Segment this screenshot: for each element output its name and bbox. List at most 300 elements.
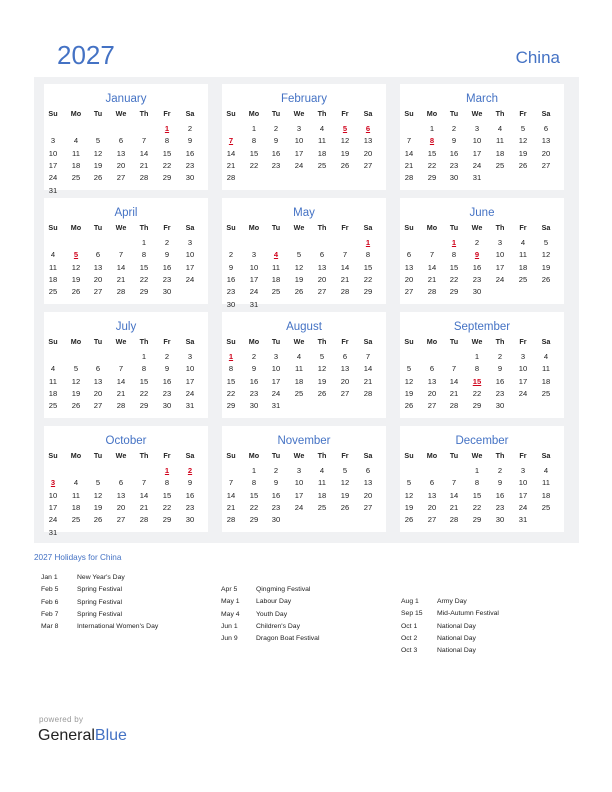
day-cell: 6 bbox=[365, 466, 371, 475]
holiday-date: Oct 1 bbox=[401, 622, 418, 630]
day-cell: 15 bbox=[139, 376, 149, 386]
weekday-header: Su bbox=[404, 451, 414, 460]
day-cell: 27 bbox=[363, 160, 373, 170]
weekday-header: Th bbox=[495, 451, 505, 460]
day-cell: 2 bbox=[497, 352, 503, 361]
day-cell: 20 bbox=[427, 502, 437, 512]
day-cell: 13 bbox=[340, 364, 350, 374]
day-cell: 2 bbox=[497, 466, 503, 475]
day-cell: 16 bbox=[495, 376, 505, 386]
day-cell: 26 bbox=[404, 515, 414, 525]
day-cell: 15 bbox=[363, 262, 373, 272]
holiday-date: Aug 1 bbox=[401, 598, 419, 605]
day-cell: 6 bbox=[319, 250, 325, 260]
day-cell: 24 bbox=[495, 274, 505, 284]
month-title: March bbox=[466, 93, 498, 105]
day-cell: 8 bbox=[451, 250, 457, 260]
month-title: July bbox=[115, 321, 137, 333]
day-cell: 17 bbox=[294, 148, 304, 158]
day-cell: 9 bbox=[187, 136, 193, 146]
day-cell: 21 bbox=[226, 502, 236, 512]
day-cell: 25 bbox=[541, 388, 551, 398]
day-cell: 4 bbox=[50, 364, 56, 374]
holiday-date: Jan 1 bbox=[41, 574, 58, 581]
day-cell: 17 bbox=[48, 160, 58, 170]
holiday-name: Spring Festival bbox=[77, 598, 122, 606]
day-cell: 5 bbox=[95, 478, 101, 488]
day-cell: 24 bbox=[518, 388, 528, 398]
day-cell: 26 bbox=[71, 401, 81, 411]
day-cell: 22 bbox=[449, 274, 459, 284]
day-cell: 19 bbox=[294, 274, 304, 284]
day-cell: 14 bbox=[449, 376, 459, 386]
brand-blue: Blue bbox=[94, 727, 127, 744]
weekday-header: Sa bbox=[185, 337, 195, 346]
weekday-header: Th bbox=[139, 109, 149, 118]
day-cell: 3 bbox=[520, 352, 526, 361]
day-cell: 24 bbox=[185, 274, 195, 284]
day-cell: 31 bbox=[472, 173, 482, 183]
day-cell: 4 bbox=[73, 478, 79, 488]
weekday-header: Th bbox=[139, 451, 149, 460]
day-cell: 25 bbox=[71, 515, 81, 525]
holiday-column bbox=[221, 586, 319, 647]
day-cell: 5 bbox=[296, 250, 302, 260]
day-cell: 25 bbox=[541, 502, 551, 512]
day-cell: 10 bbox=[294, 478, 304, 488]
day-cell: 13 bbox=[427, 490, 437, 500]
day-cell: 27 bbox=[541, 160, 551, 170]
day-cell: 13 bbox=[116, 148, 126, 158]
day-cell: 8 bbox=[251, 136, 257, 146]
day-cell: 6 bbox=[543, 124, 549, 133]
weekday-header: We bbox=[471, 337, 483, 346]
holiday-date: Oct 2 bbox=[401, 634, 418, 642]
weekday-header: We bbox=[471, 223, 483, 232]
weekday-header: Fr bbox=[341, 337, 349, 346]
day-cell: 24 bbox=[518, 502, 528, 512]
day-cell: 29 bbox=[363, 287, 373, 297]
day-cell: 30 bbox=[185, 173, 195, 183]
day-cell: 20 bbox=[427, 388, 437, 398]
holiday-date: May 1 bbox=[221, 598, 240, 606]
day-cell: 1 bbox=[251, 466, 257, 475]
weekday-header: Tu bbox=[271, 337, 281, 346]
month-title: April bbox=[114, 207, 138, 219]
day-cell: 10 bbox=[271, 364, 281, 374]
day-cell: 22 bbox=[363, 274, 373, 284]
holiday-date: Mar 8 bbox=[41, 623, 59, 631]
day-cell: 31 bbox=[48, 185, 58, 195]
day-cell: 9 bbox=[164, 364, 170, 374]
day-cell: 4 bbox=[543, 466, 549, 475]
day-cell: 11 bbox=[542, 364, 550, 374]
day-cell: 15 bbox=[427, 148, 437, 158]
weekday-header: Sa bbox=[363, 223, 373, 232]
weekday-header: Tu bbox=[271, 223, 281, 232]
holiday-row bbox=[221, 635, 319, 647]
weekday-header: We bbox=[293, 223, 305, 232]
day-cell: 25 bbox=[71, 173, 81, 183]
day-cell: 1 bbox=[474, 466, 480, 475]
day-cell: 26 bbox=[340, 160, 350, 170]
day-cell: 24 bbox=[472, 160, 482, 170]
day-cell: 7 bbox=[429, 250, 435, 260]
weekday-header: Fr bbox=[163, 109, 171, 118]
day-cell: 8 bbox=[141, 364, 147, 374]
weekday-header: Su bbox=[226, 109, 236, 118]
weekday-header: Fr bbox=[163, 337, 171, 346]
day-cell: 8 bbox=[365, 250, 371, 260]
day-cell: 13 bbox=[93, 262, 103, 272]
weekday-header: Tu bbox=[449, 109, 459, 118]
day-cell: 12 bbox=[404, 490, 414, 500]
day-cell: 25 bbox=[294, 388, 304, 398]
day-cell: 28 bbox=[404, 173, 414, 183]
day-cell: 26 bbox=[340, 502, 350, 512]
day-cell: 29 bbox=[162, 173, 172, 183]
day-cell: 21 bbox=[139, 160, 149, 170]
weekday-header: Tu bbox=[271, 109, 281, 118]
weekday-header: Mo bbox=[248, 451, 260, 460]
day-cell: 10 bbox=[249, 262, 259, 272]
holiday-column bbox=[401, 598, 499, 659]
day-cell: 10 bbox=[472, 136, 482, 146]
day-cell: 2 bbox=[187, 124, 193, 133]
weekday-header: Sa bbox=[541, 451, 551, 460]
day-cell: 23 bbox=[226, 287, 236, 297]
day-cell: 21 bbox=[116, 388, 126, 398]
brand-logo[interactable] bbox=[38, 727, 127, 745]
holiday-date: Jun 1 bbox=[221, 622, 238, 630]
day-cell: 4 bbox=[73, 136, 79, 146]
day-cell: 28 bbox=[116, 287, 126, 297]
day-cell: 15 bbox=[139, 262, 149, 272]
day-cell: 20 bbox=[93, 274, 103, 284]
day-cell: 2 bbox=[251, 352, 257, 361]
day-cell: 19 bbox=[93, 160, 103, 170]
holiday-day: 4 bbox=[273, 250, 279, 260]
day-cell: 27 bbox=[427, 515, 437, 525]
day-cell: 7 bbox=[228, 478, 234, 488]
day-cell: 2 bbox=[228, 250, 234, 260]
weekday-header: Sa bbox=[185, 109, 195, 118]
day-cell: 30 bbox=[271, 515, 281, 525]
holiday-date: Apr 5 bbox=[221, 586, 238, 593]
day-cell: 15 bbox=[249, 490, 259, 500]
day-cell: 6 bbox=[406, 250, 412, 260]
day-cell: 21 bbox=[139, 502, 149, 512]
day-cell: 18 bbox=[71, 502, 81, 512]
day-cell: 9 bbox=[451, 136, 457, 146]
day-cell: 12 bbox=[317, 364, 327, 374]
day-cell: 22 bbox=[162, 160, 172, 170]
day-cell: 3 bbox=[187, 352, 193, 361]
day-cell: 27 bbox=[340, 388, 350, 398]
day-cell: 11 bbox=[72, 148, 80, 158]
day-cell: 10 bbox=[495, 250, 505, 260]
day-cell: 15 bbox=[449, 262, 459, 272]
day-cell: 27 bbox=[116, 173, 126, 183]
day-cell: 20 bbox=[363, 490, 373, 500]
holiday-row bbox=[401, 647, 499, 659]
day-cell: 10 bbox=[48, 490, 58, 500]
day-cell: 23 bbox=[449, 160, 459, 170]
holiday-day: 1 bbox=[451, 238, 457, 247]
day-cell: 26 bbox=[294, 287, 304, 297]
day-cell: 29 bbox=[449, 287, 459, 297]
day-cell: 30 bbox=[495, 515, 505, 525]
weekday-header: We bbox=[115, 223, 127, 232]
holiday-day: 7 bbox=[228, 136, 234, 146]
day-cell: 16 bbox=[162, 376, 172, 386]
weekday-header: Mo bbox=[70, 337, 82, 346]
weekday-header: Th bbox=[139, 337, 149, 346]
holiday-date: Jun 9 bbox=[221, 635, 238, 643]
day-cell: 12 bbox=[340, 136, 350, 146]
day-cell: 16 bbox=[495, 490, 505, 500]
weekday-header: Sa bbox=[363, 451, 373, 460]
weekday-header: Fr bbox=[519, 337, 527, 346]
day-cell: 25 bbox=[317, 160, 327, 170]
holiday-row bbox=[41, 574, 158, 586]
day-cell: 14 bbox=[340, 262, 350, 272]
day-cell: 12 bbox=[518, 136, 528, 146]
day-cell: 8 bbox=[474, 364, 480, 374]
holiday-row bbox=[41, 599, 158, 611]
day-cell: 4 bbox=[497, 124, 503, 133]
day-cell: 19 bbox=[340, 490, 350, 500]
day-cell: 26 bbox=[93, 173, 103, 183]
holiday-row bbox=[401, 610, 499, 622]
weekday-header: Th bbox=[495, 109, 505, 118]
day-cell: 16 bbox=[472, 262, 482, 272]
day-cell: 11 bbox=[49, 376, 57, 386]
day-cell: 15 bbox=[162, 490, 172, 500]
day-cell: 17 bbox=[294, 490, 304, 500]
weekday-header: Tu bbox=[93, 109, 103, 118]
day-cell: 6 bbox=[429, 478, 435, 488]
day-cell: 1 bbox=[141, 352, 147, 361]
day-cell: 9 bbox=[164, 250, 170, 260]
day-cell: 21 bbox=[340, 274, 350, 284]
day-cell: 6 bbox=[95, 364, 101, 374]
day-cell: 22 bbox=[249, 502, 259, 512]
day-cell: 29 bbox=[162, 515, 172, 525]
day-cell: 16 bbox=[185, 490, 195, 500]
weekday-header: Th bbox=[317, 109, 327, 118]
day-cell: 21 bbox=[226, 160, 236, 170]
day-cell: 11 bbox=[496, 136, 504, 146]
weekday-header: Su bbox=[48, 109, 58, 118]
day-cell: 25 bbox=[48, 287, 58, 297]
holiday-name: Army Day bbox=[437, 598, 467, 605]
day-cell: 2 bbox=[273, 124, 279, 133]
day-cell: 19 bbox=[71, 388, 81, 398]
weekday-header: Sa bbox=[541, 337, 551, 346]
day-cell: 2 bbox=[273, 466, 279, 475]
holiday-name: Labour Day bbox=[256, 598, 292, 606]
holiday-date: Sep 15 bbox=[401, 610, 423, 618]
day-cell: 30 bbox=[162, 287, 172, 297]
weekday-header: Mo bbox=[70, 109, 82, 118]
day-cell: 3 bbox=[273, 352, 279, 361]
day-cell: 20 bbox=[363, 148, 373, 158]
day-cell: 28 bbox=[116, 401, 126, 411]
day-cell: 5 bbox=[342, 466, 348, 475]
day-cell: 17 bbox=[185, 262, 195, 272]
holiday-row bbox=[41, 623, 158, 635]
weekday-header: Th bbox=[317, 337, 327, 346]
day-cell: 5 bbox=[319, 352, 325, 361]
day-cell: 14 bbox=[139, 490, 149, 500]
day-cell: 30 bbox=[472, 287, 482, 297]
holiday-row bbox=[401, 623, 499, 635]
weekday-header: Tu bbox=[93, 451, 103, 460]
day-cell: 24 bbox=[185, 388, 195, 398]
day-cell: 14 bbox=[404, 148, 414, 158]
day-cell: 22 bbox=[472, 388, 482, 398]
day-cell: 14 bbox=[226, 490, 236, 500]
day-cell: 31 bbox=[249, 299, 259, 309]
day-cell: 10 bbox=[48, 148, 58, 158]
day-cell: 3 bbox=[296, 466, 302, 475]
holiday-date: Feb 6 bbox=[41, 598, 59, 606]
day-cell: 27 bbox=[116, 515, 126, 525]
day-cell: 14 bbox=[139, 148, 149, 158]
day-cell: 8 bbox=[141, 250, 147, 260]
weekday-header: Tu bbox=[449, 337, 459, 346]
day-cell: 30 bbox=[226, 299, 236, 309]
holiday-day: 5 bbox=[342, 124, 348, 133]
day-cell: 1 bbox=[141, 238, 147, 247]
day-cell: 25 bbox=[48, 401, 58, 411]
holiday-name: Youth Day bbox=[256, 610, 288, 618]
day-cell: 15 bbox=[226, 376, 236, 386]
day-cell: 12 bbox=[541, 250, 551, 260]
month-march bbox=[400, 84, 564, 190]
day-cell: 27 bbox=[317, 287, 327, 297]
weekday-header: Fr bbox=[163, 451, 171, 460]
day-cell: 12 bbox=[340, 478, 350, 488]
day-cell: 23 bbox=[271, 160, 281, 170]
day-cell: 12 bbox=[294, 262, 304, 272]
day-cell: 1 bbox=[251, 124, 257, 133]
day-cell: 19 bbox=[71, 274, 81, 284]
day-cell: 17 bbox=[495, 262, 505, 272]
weekday-header: Sa bbox=[363, 337, 373, 346]
day-cell: 11 bbox=[519, 250, 527, 260]
weekday-header: We bbox=[293, 337, 305, 346]
day-cell: 9 bbox=[497, 478, 503, 488]
day-cell: 10 bbox=[294, 136, 304, 146]
day-cell: 26 bbox=[404, 401, 414, 411]
day-cell: 31 bbox=[185, 401, 195, 411]
holiday-name: Spring Festival bbox=[77, 586, 122, 594]
weekday-header: Th bbox=[495, 337, 505, 346]
day-cell: 28 bbox=[449, 401, 459, 411]
day-cell: 25 bbox=[271, 287, 281, 297]
day-cell: 26 bbox=[518, 160, 528, 170]
day-cell: 23 bbox=[162, 274, 172, 284]
day-cell: 24 bbox=[48, 515, 58, 525]
day-cell: 27 bbox=[404, 287, 414, 297]
day-cell: 16 bbox=[226, 274, 236, 284]
holiday-row bbox=[221, 586, 319, 598]
holiday-day: 15 bbox=[472, 376, 482, 386]
day-cell: 18 bbox=[48, 274, 58, 284]
weekday-header: Sa bbox=[541, 223, 551, 232]
day-cell: 28 bbox=[226, 515, 236, 525]
weekday-header: We bbox=[115, 337, 127, 346]
day-cell: 24 bbox=[48, 173, 58, 183]
day-cell: 23 bbox=[249, 388, 259, 398]
day-cell: 30 bbox=[162, 401, 172, 411]
day-cell: 3 bbox=[520, 466, 526, 475]
day-cell: 20 bbox=[541, 148, 551, 158]
day-cell: 5 bbox=[520, 124, 526, 133]
day-cell: 11 bbox=[542, 478, 550, 488]
day-cell: 16 bbox=[449, 148, 459, 158]
day-cell: 27 bbox=[363, 502, 373, 512]
day-cell: 8 bbox=[474, 478, 480, 488]
weekday-header: We bbox=[293, 109, 305, 118]
day-cell: 20 bbox=[404, 274, 414, 284]
day-cell: 23 bbox=[162, 388, 172, 398]
day-cell: 21 bbox=[449, 388, 459, 398]
weekday-header: Su bbox=[48, 223, 58, 232]
month-title: August bbox=[286, 321, 322, 333]
weekday-header: Fr bbox=[519, 451, 527, 460]
day-cell: 28 bbox=[363, 388, 373, 398]
day-cell: 4 bbox=[50, 250, 56, 260]
day-cell: 19 bbox=[541, 262, 551, 272]
day-cell: 24 bbox=[271, 388, 281, 398]
month-title: September bbox=[453, 321, 511, 333]
day-cell: 15 bbox=[472, 490, 482, 500]
weekday-header: Su bbox=[48, 451, 58, 460]
day-cell: 6 bbox=[95, 250, 101, 260]
weekday-header: Tu bbox=[449, 223, 459, 232]
day-cell: 8 bbox=[164, 136, 170, 146]
weekday-header: Mo bbox=[426, 337, 438, 346]
day-cell: 16 bbox=[185, 148, 195, 158]
day-cell: 6 bbox=[118, 136, 124, 146]
day-cell: 18 bbox=[541, 376, 551, 386]
day-cell: 14 bbox=[427, 262, 437, 272]
day-cell: 7 bbox=[451, 478, 457, 488]
month-february bbox=[222, 84, 386, 190]
day-cell: 4 bbox=[543, 352, 549, 361]
day-cell: 25 bbox=[317, 502, 327, 512]
day-cell: 9 bbox=[187, 478, 193, 488]
day-cell: 7 bbox=[406, 136, 412, 146]
holiday-name: Qingming Festival bbox=[256, 586, 311, 593]
month-november bbox=[222, 426, 386, 532]
day-cell: 18 bbox=[541, 490, 551, 500]
holiday-row bbox=[41, 611, 158, 623]
year-title: 2027 bbox=[57, 40, 115, 70]
day-cell: 17 bbox=[518, 490, 528, 500]
day-cell: 22 bbox=[249, 160, 259, 170]
day-cell: 20 bbox=[93, 388, 103, 398]
day-cell: 15 bbox=[162, 148, 172, 158]
day-cell: 7 bbox=[141, 136, 147, 146]
holiday-name: National Day bbox=[437, 634, 476, 642]
month-august bbox=[222, 312, 386, 418]
weekday-header: Mo bbox=[248, 109, 260, 118]
day-cell: 23 bbox=[495, 502, 505, 512]
